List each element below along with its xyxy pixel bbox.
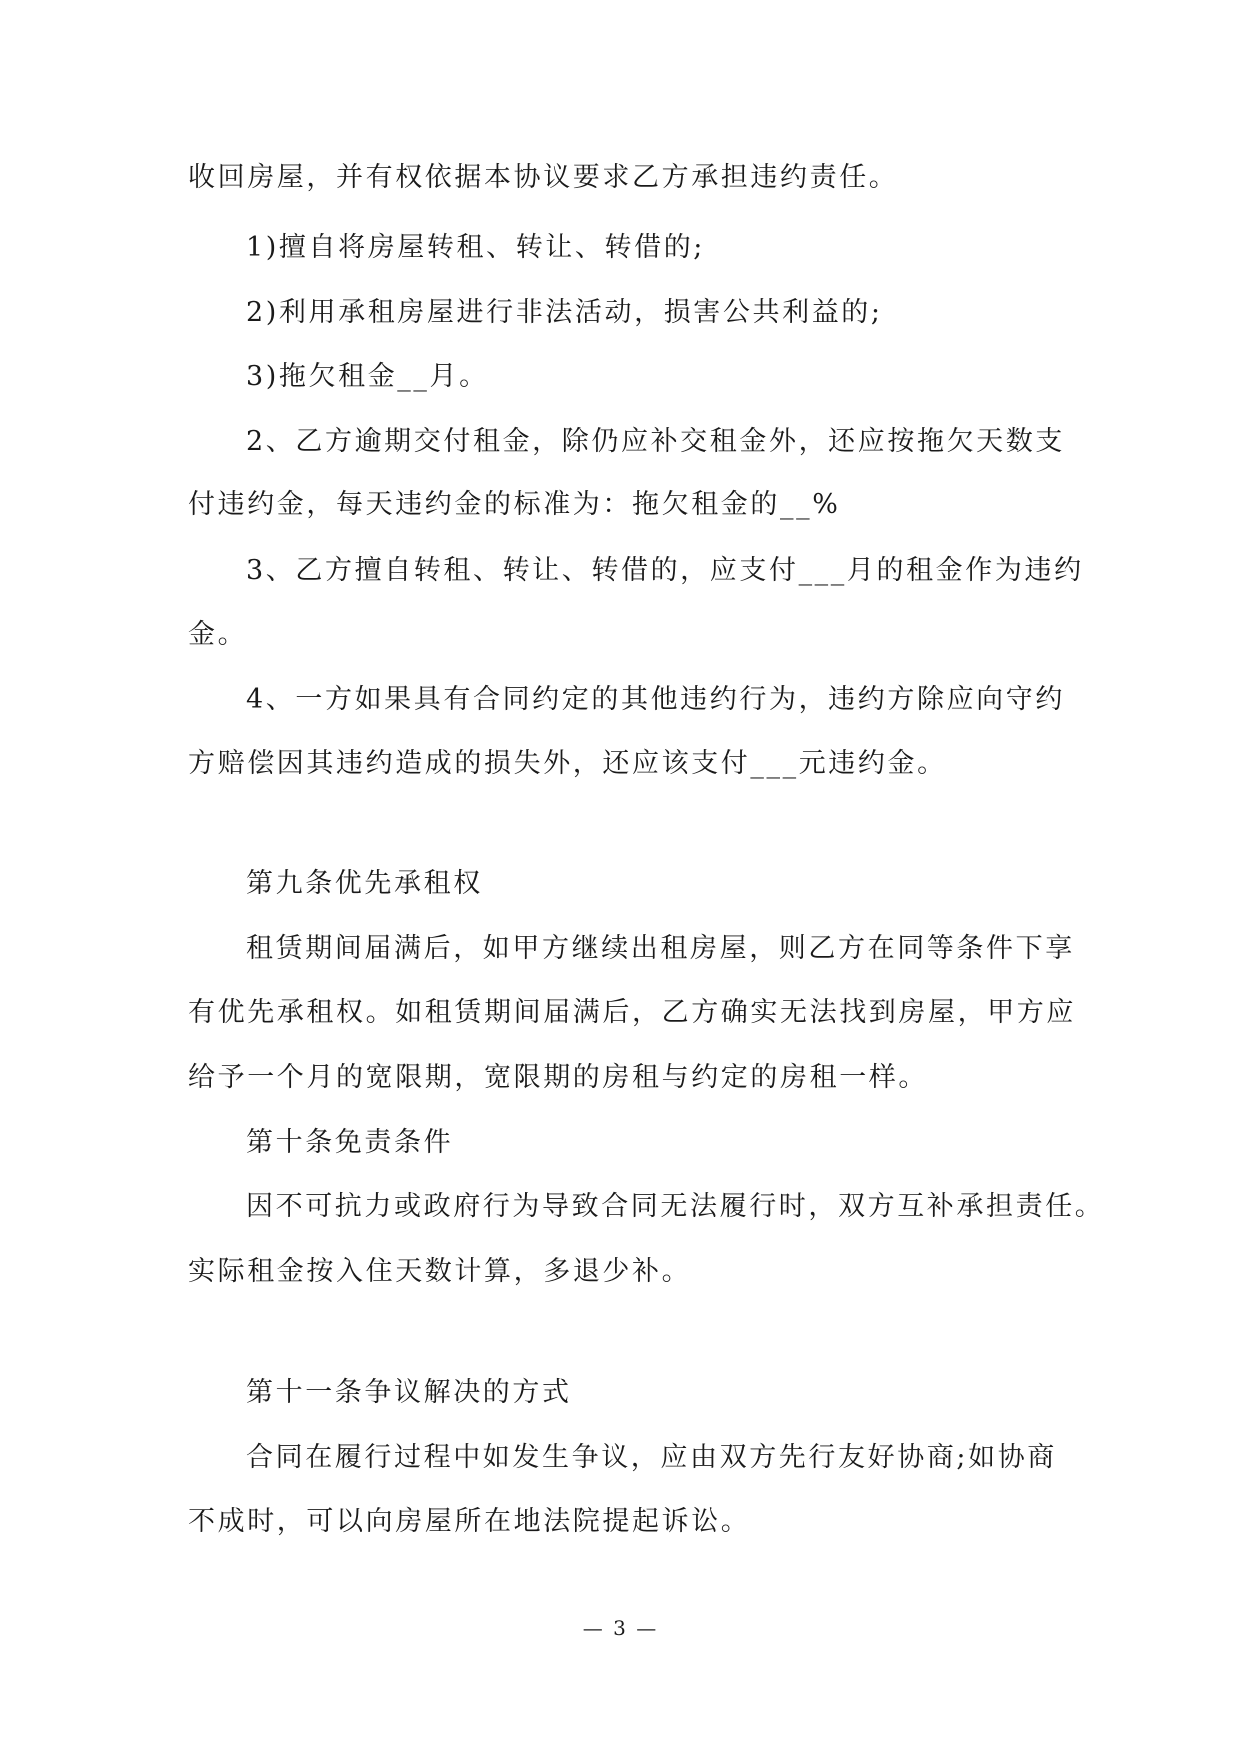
section-9-line-1: 租赁期间届满后，如甲方继续出租房屋，则乙方在同等条件下享 — [246, 933, 1075, 964]
list-item-1: 1)擅自将房屋转租、转让、转借的; — [246, 232, 706, 263]
section-9-line-2: 有优先承租权。如租赁期间届满后，乙方确实无法找到房屋，甲方应 — [188, 997, 1076, 1028]
clause-2-line-1: 2、乙方逾期交付租金，除仍应补交租金外，还应按拖欠天数支 — [246, 426, 1065, 457]
section-heading-11: 第十一条争议解决的方式 — [246, 1377, 572, 1408]
page-number: — 3 — — [582, 1616, 659, 1640]
section-10-line-2: 实际租金按入住天数计算，多退少补。 — [188, 1256, 692, 1287]
section-heading-9: 第九条优先承租权 — [246, 868, 483, 899]
list-item-2: 2)利用承租房屋进行非法活动，损害公共利益的; — [246, 297, 883, 328]
section-10-line-1: 因不可抗力或政府行为导致合同无法履行时，双方互补承担责任。 — [246, 1191, 1105, 1222]
clause-4-line-2: 方赔偿因其违约造成的损失外，还应该支付___元违约金。 — [188, 748, 947, 779]
section-11-line-1: 合同在履行过程中如发生争议，应由双方先行友好协商;如协商 — [246, 1442, 1057, 1473]
clause-3-line-1: 3、乙方擅自转租、转让、转借的，应支付___月的租金作为违约 — [246, 555, 1084, 586]
clause-4-line-1: 4、一方如果具有合同约定的其他违约行为，违约方除应向守约 — [246, 684, 1065, 715]
section-11-line-2: 不成时，可以向房屋所在地法院提起诉讼。 — [188, 1506, 751, 1537]
paragraph-line: 收回房屋，并有权依据本协议要求乙方承担违约责任。 — [188, 162, 899, 193]
section-heading-10: 第十条免责条件 — [246, 1127, 454, 1158]
section-9-line-3: 给予一个月的宽限期，宽限期的房租与约定的房租一样。 — [188, 1062, 928, 1093]
clause-2-line-2: 付违约金，每天违约金的标准为：拖欠租金的__% — [188, 489, 841, 520]
clause-3-line-2: 金。 — [188, 619, 248, 650]
list-item-3: 3)拖欠租金__月。 — [246, 361, 489, 392]
